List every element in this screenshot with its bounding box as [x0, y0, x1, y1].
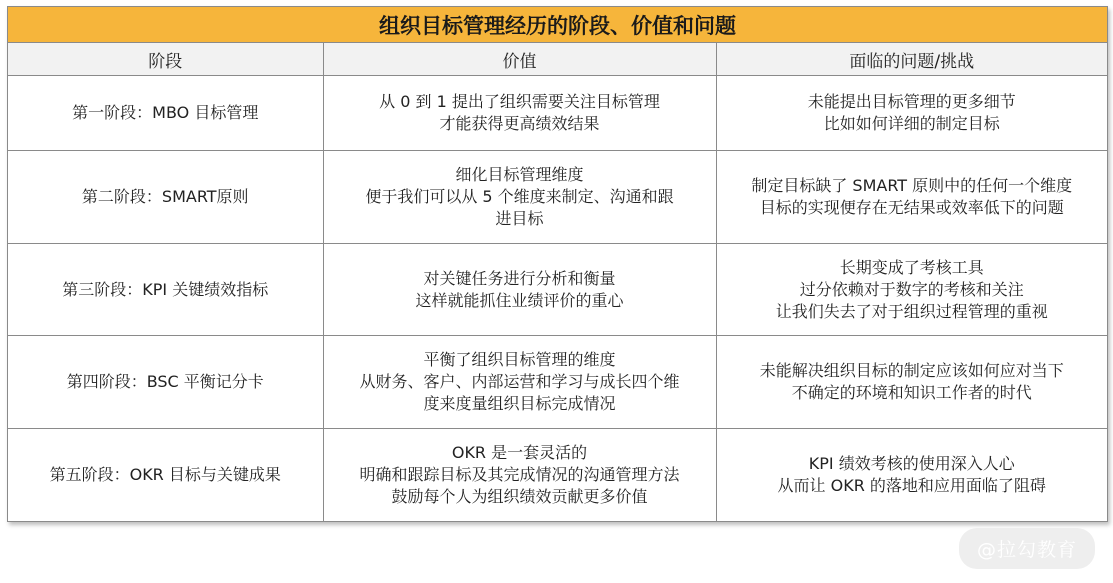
value-cell: [323, 336, 716, 429]
value-line: 才能获得更高绩效结果: [439, 114, 600, 133]
value-line: 对关键任务进行分析和衡量: [423, 268, 616, 288]
value-line: 平衡了组织目标管理的维度: [423, 350, 616, 369]
header-value: 价值: [323, 43, 716, 76]
header-stage: 阶段: [8, 43, 323, 76]
issue-cell: [716, 151, 1107, 244]
value-line: 明确和跟踪目标及其完成情况的沟通管理方法: [359, 464, 680, 484]
stage-cell: 第三阶段：KPI 关键绩效指标: [8, 244, 323, 336]
issue-line: 让我们失去了对于组织过程管理的重视: [775, 301, 1048, 321]
issue-line: KPI 绩效考核的使用深入人心: [808, 453, 1015, 473]
lagou-watermark: @拉勾教育: [959, 528, 1095, 569]
okr-stages-table-card: [7, 6, 1108, 522]
table-row: [8, 151, 1107, 244]
issue-line: 不确定的环境和知识工作者的时代: [791, 383, 1032, 402]
issue-cell: [716, 244, 1107, 336]
table-row: [8, 336, 1107, 429]
issue-cell: [716, 429, 1107, 521]
issue-cell: [716, 336, 1107, 429]
value-line: 进目标: [495, 209, 544, 228]
issue-line: 制定目标缺了 SMART 原则中的任何一个维度: [751, 176, 1073, 195]
issue-line: 未能解决组织目标的制定应该如何应对当下: [759, 361, 1064, 380]
header-row: [8, 43, 1107, 76]
value-line: 便于我们可以从 5 个维度来制定、沟通和跟: [365, 187, 674, 206]
value-line: 这样就能抓住业绩评价的重心: [415, 290, 624, 310]
stage-cell: 第四阶段：BSC 平衡记分卡: [8, 336, 323, 429]
issue-line: 比如如何详细的制定目标: [823, 114, 1000, 133]
table-title: 组织目标管理经历的阶段、价值和问题: [8, 7, 1107, 43]
stage-cell: 第一阶段：MBO 目标管理: [8, 76, 323, 151]
stages-table: [8, 43, 1107, 521]
value-cell: [323, 76, 716, 151]
table-row: [8, 429, 1107, 521]
value-line: 鼓励每个人为组织绩效贡献更多价值: [391, 486, 648, 506]
issue-cell: [716, 76, 1107, 151]
issue-line: 目标的实现便存在无结果或效率低下的问题: [759, 198, 1064, 217]
table-row: [8, 76, 1107, 151]
issue-line: 从而让 OKR 的落地和应用面临了阻碍: [777, 475, 1046, 495]
issue-line: 过分依赖对于数字的考核和关注: [799, 279, 1024, 299]
header-issue: 面临的问题/挑战: [716, 43, 1107, 76]
stage-cell: 第二阶段：SMART原则: [8, 151, 323, 244]
issue-line: 长期变成了考核工具: [839, 257, 984, 277]
value-cell: [323, 151, 716, 244]
value-line: OKR 是一套灵活的: [451, 442, 588, 462]
value-line: 从 0 到 1 提出了组织需要关注目标管理: [379, 92, 660, 111]
table-row: [8, 244, 1107, 336]
issue-line: 未能提出目标管理的更多细节: [807, 92, 1016, 111]
value-line: 细化目标管理维度: [455, 165, 584, 184]
value-line: 度来度量组织目标完成情况: [423, 394, 616, 413]
value-cell: [323, 244, 716, 336]
stage-cell: 第五阶段：OKR 目标与关键成果: [8, 429, 323, 521]
value-line: 从财务、客户、内部运营和学习与成长四个维: [359, 372, 680, 391]
value-cell: [323, 429, 716, 521]
